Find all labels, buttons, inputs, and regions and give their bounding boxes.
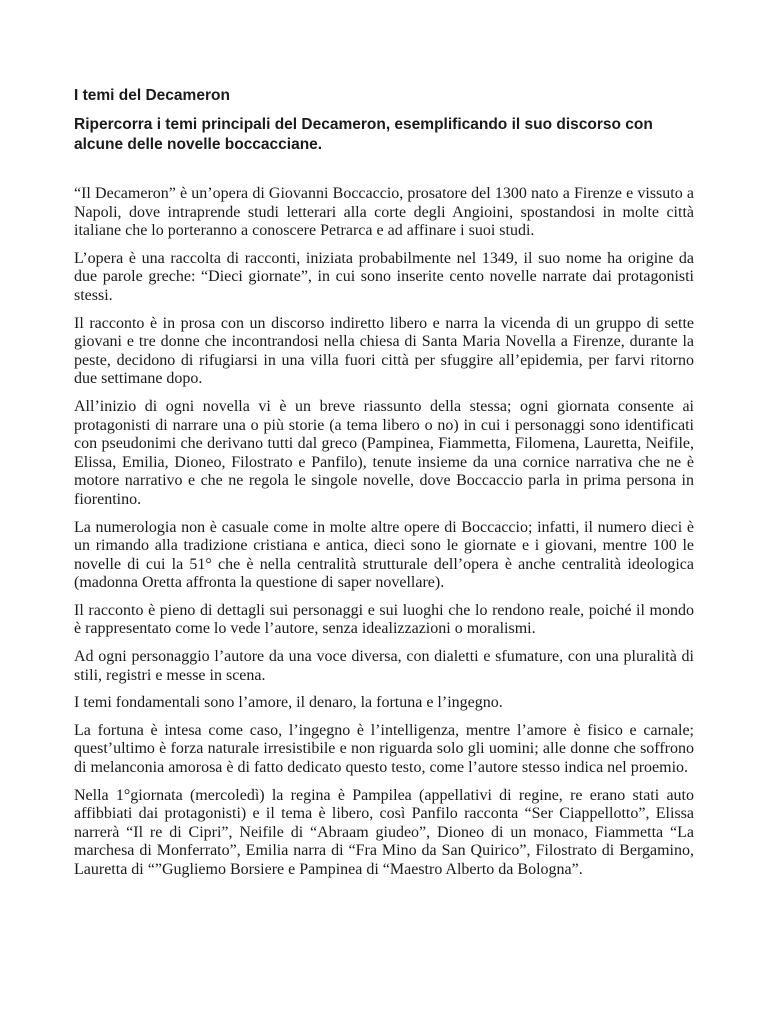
document-title: I temi del Decameron <box>74 87 230 104</box>
paragraph-4: All’inizio di ogni novella vi è un breve riassunto della stessa; ogni giornata consente ai protagonisti di narrare una o più storie (a tema libero o no) in cui i personaggi sono identificati con pseudonimi che derivano tutti dal greco (Pampinea, Fiammetta, Filomena, Lauretta, Neifile, Elissa, Emilia, Dioneo, Filostrato e Panfilo), tenute insieme da una cornice narrativa che ne è motore narrativo e che ne regola le singole novelle, dove Boccaccio parla in prima persona in fiorentino. <box>74 397 694 508</box>
paragraph-9: La fortuna è intesa come caso, l’ingegno è l’intelligenza, mentre l’amore è fisico e carnale; quest’ultimo è forza naturale irresistibile e non riguarda solo gli uomini; alle donne che soffrono di melanconia amorosa è di fatto dedicato questo testo, come l’autore stesso indica nel proemio. <box>74 721 694 777</box>
document-page <box>74 86 694 889</box>
paragraph-8: I temi fondamentali sono l’amore, il denaro, la fortuna e l’ingegno. <box>74 694 503 712</box>
paragraph-5: La numerologia non è casuale come in molte altre opere di Boccaccio; infatti, il numero dieci è un rimando alla tradizione cristiana e antica, dieci sono le giornate e i giovani, mentre 100 le novelle di cui la 51° che è nella centralità strutturale dell’opera è anche centralità ideologica (madonna Oretta affronta la questione di saper novellare). <box>74 518 694 592</box>
essay-question: Ripercorra i temi principali del Decameron, esemplificando il suo discorso con alcune delle novelle boccacciane. <box>74 116 653 153</box>
paragraph-2: L’opera è una raccolta di racconti, iniziata probabilmente nel 1349, il suo nome ha origine da due parole greche: “Dieci giornate”, in cui sono inserite cento novelle narrate dai protagonisti stessi. <box>74 249 694 304</box>
paragraph-7: Ad ogni personaggio l’autore da una voce diversa, con dialetti e sfumature, con una pluralità di stili, registri e messe in scena. <box>74 648 694 684</box>
paragraph-6: Il racconto è pieno di dettagli sui personaggi e sui luoghi che lo rendono reale, poiché il mondo è rappresentato come lo vede l’autore, senza idealizzazioni o moralismi. <box>74 601 694 638</box>
paragraph-3: Il racconto è in prosa con un discorso indiretto libero e narra la vicenda di un gruppo di sette giovani e tre donne che incontrandosi nella chiesa di Santa Maria Novella a Firenze, durante la peste, decidono di rifugiarsi in una villa fuori città per sfuggire all’epidemia, per farvi ritorno due settimane dopo. <box>74 314 694 388</box>
paragraph-1: “Il Decameron” è un’opera di Giovanni Boccaccio, prosatore del 1300 nato a Firenze e vissuto a Napoli, dove intraprende studi letterari alla corte degli Angioini, spostandosi in molte città italiane che lo porteranno a conoscere Petrarca e ad affinare i suoi studi. <box>74 185 694 240</box>
paragraph-10: Nella 1°giornata (mercoledì) la regina è Pampilea (appellativi di regine, re erano stati auto affibbiati dai protagonisti) e il tema è libero, così Panfilo racconta “Ser Ciappellotto”, Elissa narrerà “Il re di Cipri”, Neifile di “Abraam giudeo”, Dioneo di un monaco, Fiammetta “La marchesa di Monferrato”, Emilia narra di “Fra Mino da San Quirico”, Filostrato di Bergamino, Lauretta di “”Gugliemo Borsiere e Pampinea di “Maestro Alberto da Bologna”. <box>74 786 694 878</box>
